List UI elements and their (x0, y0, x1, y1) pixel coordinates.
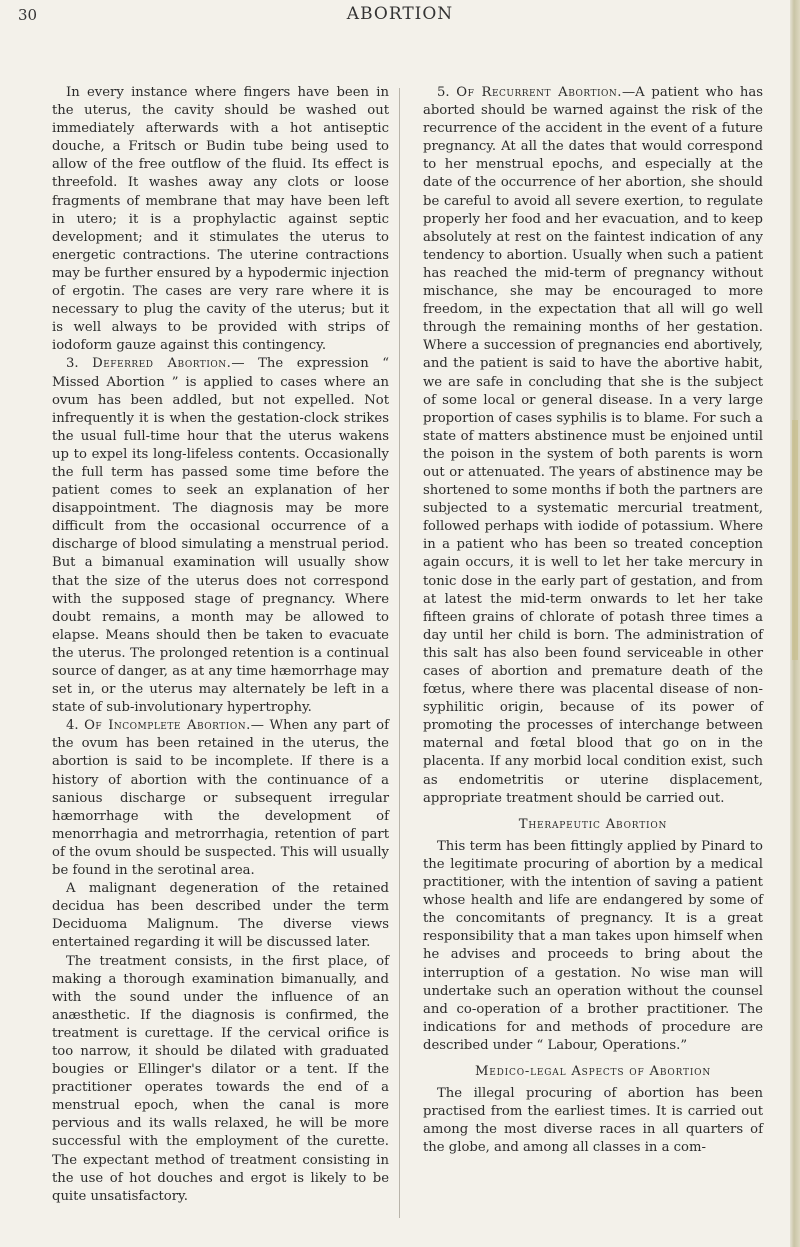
paragraph: A malignant degeneration of the retained decidua has been described under the term Deciduoma Malignum. The diverse views entertained regarding it will be discussed later. (52, 881, 389, 951)
page-number: 30 (18, 6, 38, 24)
section-5 (423, 84, 763, 808)
section-title: Of Incomplete Abortion. (84, 718, 251, 734)
paragraph: The treatment consists, in the first place, of making a thorough examination bimanually, and with the sound under the influence of an anæsthetic. If the diagnosis is confirmed, the treatment is curettage. If the cervical orifice is too narrow, it should be dilated with graduated bougies or Ellinger's dilator or a tent. If the practitioner operates towards the end of a menstrual epoch, when the canal is more pervious and its walls relaxed, he will be more successful with the employment of the curette. The expectant method of treatment consisting in the use of hot douches and ergot is likely to be quite unsatisfactory. (52, 953, 389, 1204)
section-number: 5. (437, 85, 450, 100)
running-head: ABORTION (346, 4, 454, 24)
section-title: Of Recurrent Abortion. (456, 85, 622, 100)
page-edge (790, 0, 800, 1247)
right-column (423, 84, 763, 1157)
section-title: Deferred Abortion. (92, 356, 232, 372)
section-text: — When any part of the ovum has been retained in the uterus, the abortion is said to be incomplete. If there is a history of abortion with the continuance of a sanious discharge or subsequent irregular hæmorrhage with the development of menorrhagia and metrorrhagia, retention of part of the ovum should be suspected. This will usually be found in the serotinal area. (52, 718, 389, 879)
section-number: 3. (66, 356, 79, 372)
section-3 (52, 355, 389, 717)
left-column (52, 84, 389, 1206)
paragraph: This term has been fittingly applied by Pinard to the legitimate procuring of abortion by a medical practitioner, with the intention of saving a patient whose health and life are endangered by some of the concomitants of pregnancy. It is a great responsibility that a man takes upon himself when he advises and proceeds to bring about the interruption of a gestation. No wise man will undertake such an operation without the counsel and co-operation of a brother practitioner. The indications for and methods of procedure are described under “ Labour, Operations.” (423, 838, 763, 1053)
paragraph: The illegal procuring of abortion has been practised from the earliest times. It is carried out among the most diverse races in all quarters of the globe, and among all classes in a com- (423, 1086, 763, 1156)
section-text: —A patient who has aborted should be warned against the risk of the recurrence of the accident in the event of a future pregnancy. At all the dates that would correspond to her menstrual epochs, and especially at the date of the occurrence of her abortion, she should be careful to avoid all severe exertion, to regulate properly her food and her evacuation, and to keep absolutely at rest on the faintest indication of any tendency to abortion. Usually when such a patient has reached the mid-term of pregnancy without mischance, she may be encouraged to more freedom, in the expectation that all will go well through the remaining months of her gestation. Where a succession of pregnancies end abortively, and the patient is said to have the abortive habit, we are safe in concluding that she is the subject of some local or general disease. In a very large proportion of cases syphilis is to blame. For such a state of matters abstinence must be enjoined until the poison in the system of both parents is worn out or attenuated. The years of abstinence may be shortened to some months if both the partners are subjected to a systematic mercurial treatment, followed perhaps with iodide of potassium. Where in a patient who has been so treated conception again occurs, it is well to let her take mercury in tonic dose in the early part of gestation, and from at latest the mid-term onwards to let her take fifteen grains of chlorate of potash three times a day until her child is born. The administration of this salt has also been found serviceable in other cases of abortion and premature death of the fœtus, where there was placental disease of non-syphilitic origin, because of its power of promoting the processes of interchange between maternal and fœtal blood that go on in the placenta. If any morbid local condition exist, such as endometritis or uterine displacement, appropriate treatment should be carried out. (423, 85, 763, 806)
column-divider (399, 88, 400, 1218)
heading-medico-legal: Medico-legal Aspects of Abortion (474, 1063, 712, 1079)
heading-therapeutic-abortion: Therapeutic Abortion (518, 816, 668, 832)
section-number: 4. (66, 718, 79, 734)
paragraph: In every instance where fingers have been in the uterus, the cavity should be washed out immediately afterwards with a hot antiseptic douche, a Fritsch or Budin tube being used to allow of the free outflow of the fluid. Its effect is threefold. It washes away any clots or loose fragments of membrane that may have been left in utero; it is a prophylactic against septic development; and it stimulates the uterus to energetic contractions. The uterine contractions may be further ensured by a hypodermic injection of ergotin. The cases are very rare where it is necessary to plug the cavity of the uterus; but it is well always to be provided with strips of iodoform gauze against this contingency. (52, 85, 389, 354)
section-4 (52, 717, 389, 880)
section-text: — The expression “ Missed Abortion ” is applied to cases where an ovum has been addled, but not expelled. Not infrequently it is when the gestation-clock strikes the usual full-time hour that the uterus wakens up to expel its long-lifeless contents. Occasionally the full term has passed some time before the patient comes to seek an explanation of her disappointment. The diagnosis may be more difficult from the occasional occurrence of a discharge of blood simulating a menstrual period. But a bimanual examination will usually show that the size of the uterus does not correspond with the supposed stage of pregnancy. Where doubt remains, a month may be allowed to elapse. Means should then be taken to evacuate the uterus. The prolonged retention is a continual source of danger, as at any time hæmorrhage may set in, or the uterus may alternately be left in a state of sub-involutionary hypertrophy. (52, 356, 390, 716)
